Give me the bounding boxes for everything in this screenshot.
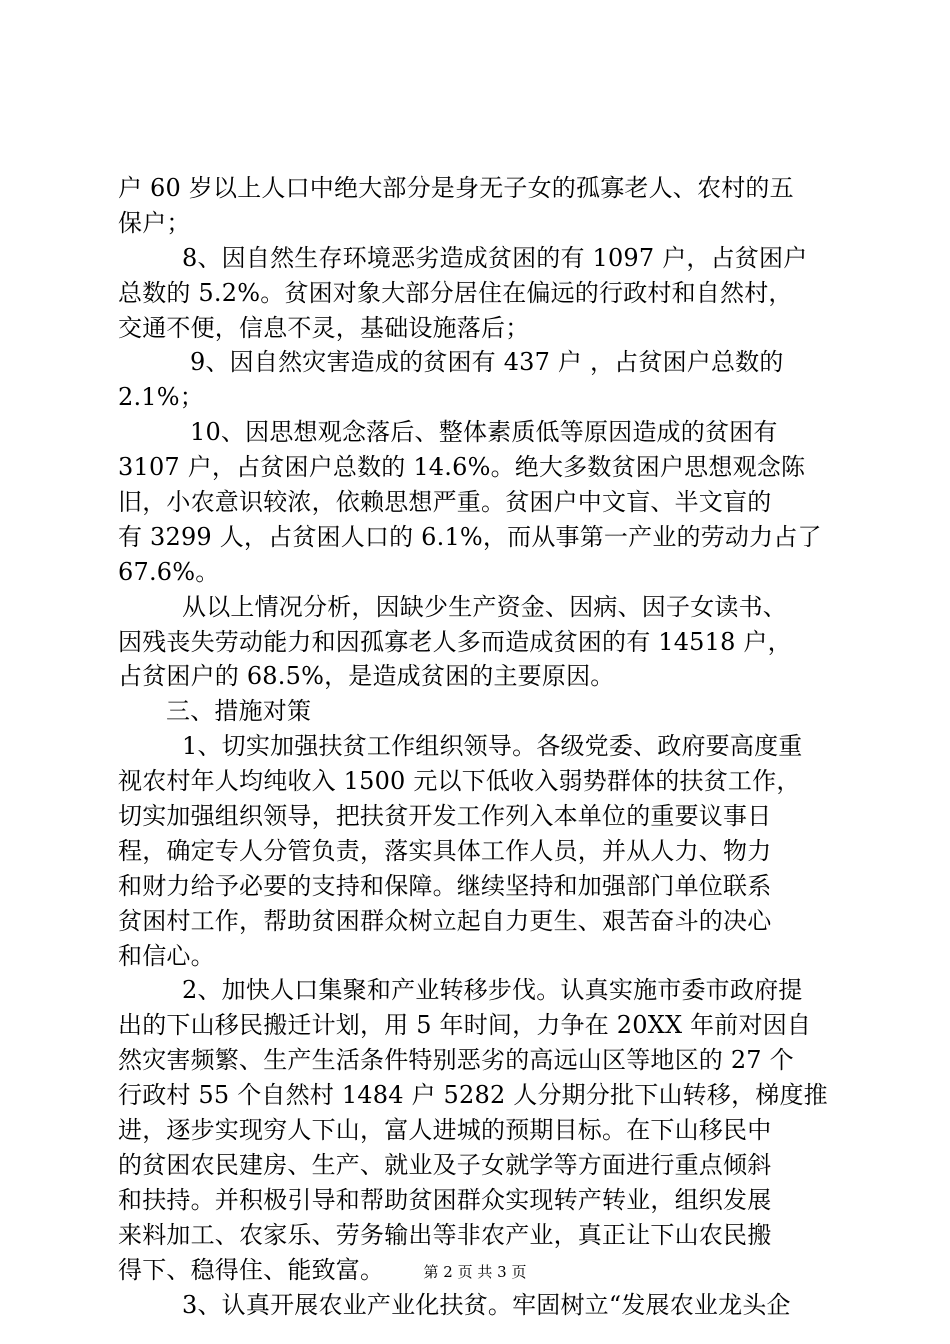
text-line: 然灾害频繁、生产生活条件特别恶劣的高远山区等地区的 27 个 xyxy=(118,1046,794,1075)
text-line: 交通不便，信息不灵，基础设施落后； xyxy=(118,313,530,342)
text-line: 来料加工、农家乐、劳务输出等非农产业，真正让下山农民搬 xyxy=(118,1220,772,1249)
text-line: 程，确定专人分管负责，落实具体工作人员，并从人力、物力 xyxy=(118,836,772,865)
text-line: 3、认真开展农业产业化扶贫。牢固树立“发展农业龙头企 xyxy=(182,1290,791,1319)
text-line: 总数的 5.2%。贫困对象大部分居住在偏远的行政村和自然村， xyxy=(118,278,793,307)
text-line: 2、加快人口集聚和产业转移步伐。认真实施市委市政府提 xyxy=(182,976,803,1005)
text-line: 和扶持。并积极引导和帮助贫困群众实现转产转业，组织发展 xyxy=(118,1185,772,1214)
text-line: 保户； xyxy=(118,208,191,237)
text-line: 有 3299 人，占贫困人口的 6.1%，而从事第一产业的劳动力占了 xyxy=(118,522,822,551)
text-line: 8、因自然生存环境恶劣造成贫困的有 1097 户，占贫困户 xyxy=(182,243,808,272)
text-line: 3107 户，占贫困户总数的 14.6%。绝大多数贫困户思想观念陈 xyxy=(118,453,806,482)
text-line: 1、切实加强扶贫工作组织领导。各级党委、政府要高度重 xyxy=(182,732,803,761)
text-line: 户 60 岁以上人口中绝大部分是身无子女的孤寡老人、农村的五 xyxy=(118,174,794,202)
text-line: 2.1%； xyxy=(118,383,204,412)
document-body xyxy=(118,171,838,1322)
text-line: 67.6%。 xyxy=(118,557,220,586)
text-line: 三、措施对策 xyxy=(166,697,312,726)
text-line: 旧，小农意识较浓，依赖思想严重。贫困户中文盲、半文盲的 xyxy=(118,488,772,517)
text-line: 从以上情况分析，因缺少生产资金、因病、因子女读书、 xyxy=(182,592,787,621)
text-line: 10、因思想观念落后、整体素质低等原因造成的贫困有 xyxy=(190,418,778,447)
text-line: 9、因自然灾害造成的贫困有 437 户 ，占贫困户总数的 xyxy=(190,348,784,377)
text-line: 因残丧失劳动能力和因孤寡老人多而造成贫困的有 14518 户， xyxy=(118,627,792,656)
text-line: 和信心。 xyxy=(118,941,215,970)
text-line: 出的下山移民搬迁计划，用 5 年时间，力争在 20XX 年前对因自 xyxy=(118,1011,812,1040)
text-line: 贫困村工作，帮助贫困群众树立起自力更生、艰苦奋斗的决心 xyxy=(118,906,772,935)
text-line: 视农村年人均纯收入 1500 元以下低收入弱势群体的扶贫工作， xyxy=(118,767,801,796)
text-line: 进，逐步实现穷人下山，富人进城的预期目标。在下山移民中 xyxy=(118,1116,772,1145)
text-line: 行政村 55 个自然村 1484 户 5282 人分期分批下山转移，梯度推 xyxy=(118,1081,828,1110)
page-footer: 第 2 页 共 3 页 xyxy=(423,1263,527,1281)
text-line: 得下、稳得住、能致富。 xyxy=(118,1255,385,1284)
text-line: 切实加强组织领导，把扶贫开发工作列入本单位的重要议事日 xyxy=(118,802,772,831)
text-line: 占贫困户的 68.5%，是造成贫困的主要原因。 xyxy=(118,662,615,691)
text-line: 和财力给予必要的支持和保障。继续坚持和加强部门单位联系 xyxy=(118,871,772,900)
text-line: 的贫困农民建房、生产、就业及子女就学等方面进行重点倾斜 xyxy=(118,1150,772,1179)
